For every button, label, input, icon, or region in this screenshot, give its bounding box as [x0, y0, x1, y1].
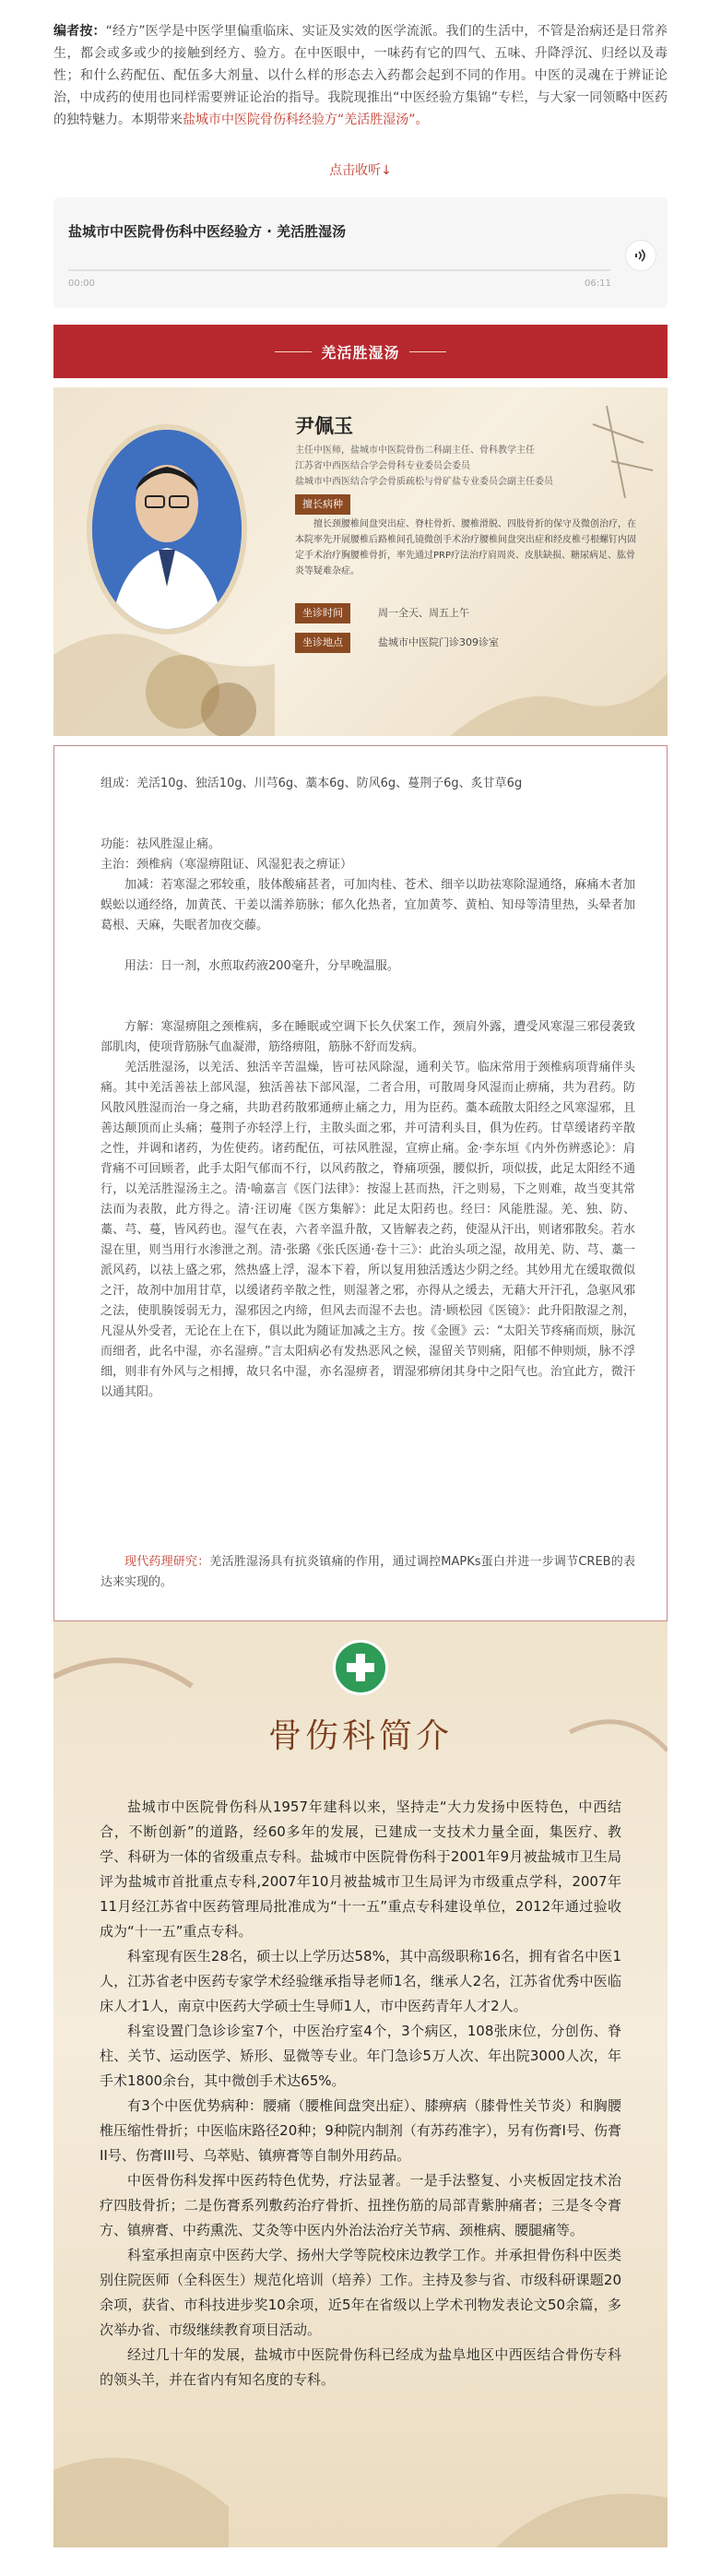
banner-title: 羌活胜湿汤	[321, 343, 400, 362]
doctor-avatar-icon	[92, 430, 242, 629]
department-paragraph: 科室承担南京中医药大学、扬州大学等院校床边教学工作。并承担骨伤科中医类别住院医师（全科医生）规范化培训（培养）工作。主持及参与省、市级科研课题20余项，获省、市科技进步奖10余项，近5年在省级以上学术刊物发表论文50余篇，多次举办省、市级继续教育项目活动。	[100, 2247, 621, 2338]
doctor-name: 尹佩玉	[295, 414, 353, 437]
recipe-indication: 主治：颈椎病（寒湿痹阻证、风湿犯表之痹证）	[100, 858, 353, 872]
cross-icon	[336, 1643, 385, 1692]
pharmacology-label: 现代药理研究：	[124, 1555, 210, 1569]
clinic-time: 周一全天、周五上午	[378, 607, 469, 619]
banner-divider-right	[409, 351, 446, 352]
audio-title: 盐城市中医院骨伤科中医经验方 · 羌活胜湿汤	[68, 223, 347, 240]
recipe-analysis: 方解：寒湿痹阻之颈椎病，多在睡眠或空调下长久伏案工作，颈肩外露，遭受风寒湿三邪侵袭致部肌肉，使项背筋脉气血凝滞，筋络痹阻，筋脉不舒而发病。 羌活胜湿汤，以羌活、独活辛苦温燥，皆可祛风除湿，通利关节。临床常用于颈椎病项背痛伴头痛。其中羌活善祛上部风湿，独活善祛下部风湿，二者合用，可散周身风湿而止痹痛，共为君药。防风散风胜湿而治一身之痛，共助君药散邪通痹止痛之力，用为臣药。藁本疏散太阳经之风寒湿邪，且善达颠顶而止头痛；蔓荆子亦轻浮上行，主散头面之邪，并可清利头目，俱为佐药。甘草缓诸药辛散之性，并调和诸药，为佐使药。诸药配伍，可祛风胜湿，宣痹止痛。金·李东垣《内外伤辨惑论》：肩背痛不可回顾者，此手太阳气郁而不行，以风药散之，脊痛项强，腰似折，项似拔，此足太阳经不通行，以羌活胜湿汤主之。清·喻嘉言《医门法律》：按湿上甚而热，汗之则易，下之则难，故当变其常法而为表散，此方得之。清·汪讱庵《医方集解》：此足太阳药也。经曰：风能胜湿。羌、独、防、藁、芎、蔓，皆风药也。湿气在表，六者辛温升散，又皆解表之药，使湿从汗出，则诸邪散矣。若水湿在里，则当用行水渗泄之剂。清·张璐《张氏医通·卷十三》：此治头项之湿，故用羌、防、芎、藁一派风药，以祛上盛之邪，然热盛上浮，湿本下着，所以复用独活透达少阴之经。其妙用尤在缓取微似之汗，故剂中加用甘草，以缓诸药辛散之性，则湿著之邪，亦得从之缓去，无藉大开汗孔，急驱风邪之法，使肌腠馁弱无力，湿邪因之内缔，但风去而湿不去也。清·顾松园《医镜》：此升阳散湿之剂，凡湿从外受者，无论在上在下，俱以此为随证加减之主方。按《金匮》云：“太阳关节疼痛而烦，脉沉而细者，此名中湿，亦名湿痹。”言太阳病必有发热恶风之候，湿留关节则痛，阳郁不伸则烦，脉不浮细，则非有外风与之相搏，故只名中湿，亦名湿痹者，谓湿邪痹闭其身中之阳气也。治宜此方，微汗以通其阳。	[100, 1020, 635, 1399]
speaker-icon	[633, 248, 648, 263]
doctor-title-line: 主任中医师，盐城市中医院骨伤二科副主任、骨科教学主任	[295, 445, 535, 456]
editor-note-label: 编者按：	[53, 24, 106, 39]
doctor-specialty: 擅长颈腰椎间盘突出症、脊柱骨折、腰椎滑脱、四肢骨折的保守及微创治疗，在本院率先开展腰椎后路椎间孔镜微创手术治疗腰椎间盘突出症和经皮椎弓根螺钉内固定手术治疗胸腰椎骨折，率先通过PRP疗法治疗肩周炎、皮肤缺损、糖尿病足、肱骨炎等疑难杂症。	[295, 519, 636, 576]
specialty-tag: 擅长病种	[295, 494, 350, 515]
doctor-title-line: 江苏省中西医结合学会骨科专业委员会委员	[295, 461, 470, 471]
banner-divider-left	[275, 351, 312, 352]
department-body	[100, 1795, 621, 2392]
department-paragraph: 有3个中医优势病种：腰痛（腰椎间盘突出症）、膝痹病（膝骨性关节炎）和胸腰椎压缩性骨折；中医临床路径20种；9种院内制剂（有苏药准字），另有伤膏I号、伤膏II号、伤膏III号、乌萃贴、镇痹膏等自制外用药品。	[100, 2097, 621, 2164]
department-paragraph: 科室现有医生28名，硕士以上学历达58%，其中高级职称16名，拥有省名中医1人，江苏省老中医药专家学术经验继承指导老师1名，继承人2名，江苏省优秀中医临床人才1人，南京中医药大学硕士生导师1人，市中医药青年人才2人。	[100, 1948, 621, 2014]
audio-progress-bar[interactable]	[68, 269, 610, 271]
audio-player[interactable]	[53, 197, 668, 308]
department-paragraph: 科室设置门急诊诊室7个，中医治疗室4个，3个病区，108张床位，分创伤、脊柱、关节、运动医学、矫形、显微等专业。年门急诊5万人次、年出院3000人次，年手术1800余台，其中微创手术达65%。	[100, 2023, 621, 2089]
department-paragraph: 盐城市中医院骨伤科从1957年建科以来，坚持走“大力发扬中医特色，中西结合，不断创新”的道路，经60多年的发展，已建成一支技术力量全面，集医疗、教学、科研为一体的省级重点专科。盐城市中医院骨伤科于2001年9月被盐城市卫生局评为盐城市首批重点专科,2007年10月被盐城市卫生局评为市级重点学科，2007年11月经江苏省中医药管理局批准成为“十一五”重点专科建设单位，2012年通过验收成为“十一五”重点专科。	[100, 1798, 621, 1940]
clinic-time-tag: 坐诊时间	[295, 603, 350, 623]
recipe-usage: 用法：日一剂，水煎取药液200毫升，分早晚温服。	[124, 959, 399, 973]
doctor-titles	[295, 443, 645, 490]
recipe-pharmacology	[100, 1552, 635, 1593]
audio-current-time: 00:00	[68, 279, 95, 289]
doctor-title-line: 盐城市中西医结合学会骨质疏松与骨矿盐专业委员会副主任委员	[295, 477, 553, 487]
recipe-card	[53, 745, 668, 1621]
recipe-function: 功能：祛风胜湿止痛。	[100, 837, 221, 851]
hospital-logo-icon	[333, 1640, 388, 1695]
department-paragraph: 经过几十年的发展，盐城市中医院骨伤科已经成为盐阜地区中西医结合骨伤专科的领头羊，并在省内有知名度的专科。	[100, 2346, 621, 2388]
doctor-card	[53, 387, 668, 736]
clinic-place-tag: 坐诊地点	[295, 633, 350, 653]
department-intro	[53, 1621, 668, 2547]
department-paragraph: 中医骨伤科发挥中医药特色优势，疗法显著。一是手法整复、小夹板固定技术治疗四肢骨折；二是伤膏系列敷药治疗骨折、扭挫伤筋的局部青紫肿痛者；三是冬令膏方、镇痹膏、中药熏洗、艾灸等中医内外治法治疗关节病、颈椎病、腰腿痛等。	[100, 2172, 621, 2238]
listen-prompt[interactable]: 点击收听↓	[329, 163, 392, 178]
doctor-portrait	[87, 424, 247, 635]
audio-duration: 06:11	[585, 279, 611, 289]
recipe-composition: 组成：羌活10g、独活10g、川芎6g、藁本6g、防风6g、蔓荆子6g、炙甘草6g	[100, 777, 523, 790]
audio-play-button[interactable]	[625, 240, 656, 271]
section-banner	[53, 325, 668, 378]
editor-note-highlight: 盐城市中医院骨伤科经验方“羌活胜湿汤”。	[183, 113, 429, 127]
recipe-modification: 加减：若寒湿之邪较重，肢体酸痛甚者，可加肉桂、苍术、细辛以助祛寒除湿通络，麻痛木者加蜈蚣以通经络，加黄芪、干姜以濡养筋脉；郁久化热者，宜加黄芩、黄柏、知母等清里热，头晕者加葛根、天麻，失眠者加夜交藤。	[100, 878, 635, 932]
pharmacology-text: 羌活胜湿汤具有抗炎镇痛的作用，通过调控MAPKs蛋白并进一步调节CREB的表达来实现的。	[100, 1555, 635, 1589]
clinic-place: 盐城市中医院门诊309诊室	[378, 636, 499, 648]
department-heading: 骨伤科简介	[267, 1717, 453, 1755]
editor-note-text: “经方”医学是中医学里偏重临床、实证及实效的医学流派。我们的生活中，不管是治病还是日常养生，都会或多或少的接触到经方、验方。在中医眼中，一味药有它的四气、五味、升降浮沉、归经以及毒性；和什么药配伍、配伍多大剂量、以什么样的形态去入药都会起到不同的作用。中医的灵魂在于辨证论治，中成药的使用也同样需要辨证论治的指导。我院现推出“中医经验方集锦”专栏，与大家一同领略中医药的独特魅力。本期带来	[53, 24, 668, 127]
editor-note	[53, 20, 668, 131]
